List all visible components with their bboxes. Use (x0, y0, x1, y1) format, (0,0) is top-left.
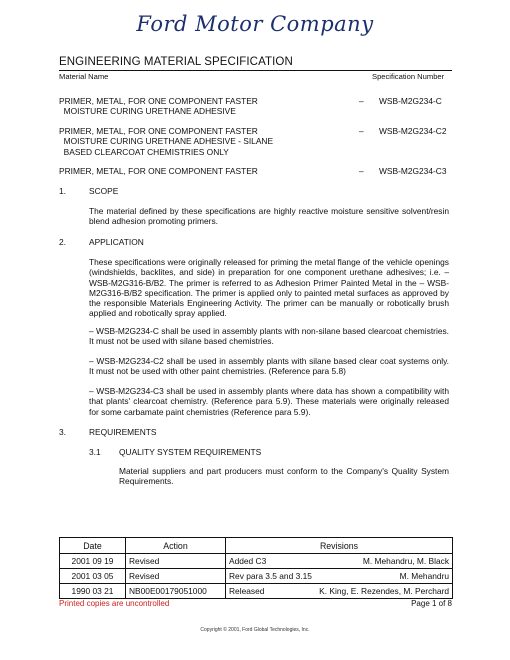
material-name: PRIMER, METAL, FOR ONE COMPONENT FASTER (59, 166, 258, 176)
material-dash: – (359, 96, 364, 106)
material-name: PRIMER, METAL, FOR ONE COMPONENT FASTER MOISTURE CURING URETHANE ADHESIVE (59, 96, 258, 117)
revision-action: NB00E00179051000 (126, 584, 226, 599)
uncontrolled-notice: Printed copies are uncontrolled (59, 599, 170, 608)
section-title-scope: SCOPE (89, 186, 119, 196)
spec-number: WSB-M2G234-C2 (379, 126, 447, 136)
specification-number-header: Specification Number (372, 72, 445, 81)
section-title-requirements: REQUIREMENTS (89, 427, 157, 437)
table-row (60, 569, 453, 584)
subsection-title: QUALITY SYSTEM REQUIREMENTS (119, 447, 262, 457)
quality-requirements-paragraph: Material suppliers and part producers must conform to the Company's Quality System Requirements. (119, 466, 449, 487)
section-number: 2. (59, 237, 66, 247)
document-title: ENGINEERING MATERIAL SPECIFICATION (59, 56, 293, 68)
material-dash: – (359, 126, 364, 136)
table-row (60, 584, 453, 599)
revision-date: 2001 03 05 (60, 569, 126, 584)
revisions-column-header: Revisions (226, 538, 453, 554)
revision-description: Rev para 3.5 and 3.15 (229, 571, 312, 581)
spec-number: WSB-M2G234-C (379, 96, 442, 106)
section-title-application: APPLICATION (89, 237, 144, 247)
revision-description: Added C3 (229, 556, 267, 566)
revision-detail (226, 584, 453, 599)
date-column-header: Date (60, 538, 126, 554)
section-number: 3. (59, 427, 66, 437)
application-paragraph-4: – WSB-M2G234-C3 shall be used in assembly plants where data has shown a compatibility with that plants' clearcoat chemistry. (Reference para 5.9). These materials were originally released for some carbamate paint chemistries (Reference para 5.9). (89, 386, 449, 417)
revision-date: 2001 09 19 (60, 554, 126, 569)
revision-authors: M. Mehandru, M. Black (362, 556, 450, 566)
ford-logo: Ford Motor Company (136, 12, 374, 36)
subsection-number: 3.1 (89, 447, 101, 457)
application-paragraph-1: These specifications were originally released for priming the metal flange of the vehicle openings (windshields, backlites, and side) in preparation for one component urethane adhesives; i.e. – WSB-M2G316-B/B2. The primer is referred to as Adhesion Primer Painted Metal in the – WSB-M2G316-B/B2 specification. The primer is applied only to painted metal surfaces as approved by the responsible Materials Engineering Activity. The primer can be manually or robotically brush applied and robotically spray applied. (89, 257, 449, 319)
revision-action: Revised (126, 554, 226, 569)
copyright-notice: Copyright © 2001, Ford Global Technologies, Inc. (200, 627, 310, 633)
section-number: 1. (59, 186, 66, 196)
title-rule (59, 70, 452, 71)
spec-number: WSB-M2G234-C3 (379, 166, 447, 176)
revision-detail (226, 554, 453, 569)
action-column-header: Action (126, 538, 226, 554)
application-paragraph-2: – WSB-M2G234-C shall be used in assembly plants with non-silane based clearcoat chemistries. It must not be used with silane based chemistries. (89, 326, 449, 347)
table-row (60, 554, 453, 569)
revision-date: 1990 03 21 (60, 584, 126, 599)
revision-description: Released (229, 586, 265, 596)
material-dash: – (359, 166, 364, 176)
revision-action: Revised (126, 569, 226, 584)
application-paragraph-3: – WSB-M2G234-C2 shall be used in assembly plants with silane based clear coat systems only. It must not be used with other paint chemistries. (Reference para 5.8) (89, 356, 449, 377)
material-name: PRIMER, METAL, FOR ONE COMPONENT FASTER MOISTURE CURING URETHANE ADHESIVE - SILANE BASED CLEARCOAT CHEMISTRIES ONLY (59, 126, 274, 157)
revision-detail (226, 569, 453, 584)
scope-paragraph: The material defined by these specifications are highly reactive moisture sensitive solvent/resin blend adhesion promoting primers. (89, 206, 449, 227)
page-number: Page 1 of 8 (411, 599, 452, 608)
revision-authors: M. Mehandru (399, 571, 450, 581)
material-name-header: Material Name (59, 72, 109, 81)
revision-table (59, 537, 453, 599)
revision-authors: K. King, E. Rezendes, M. Perchard (319, 586, 450, 596)
